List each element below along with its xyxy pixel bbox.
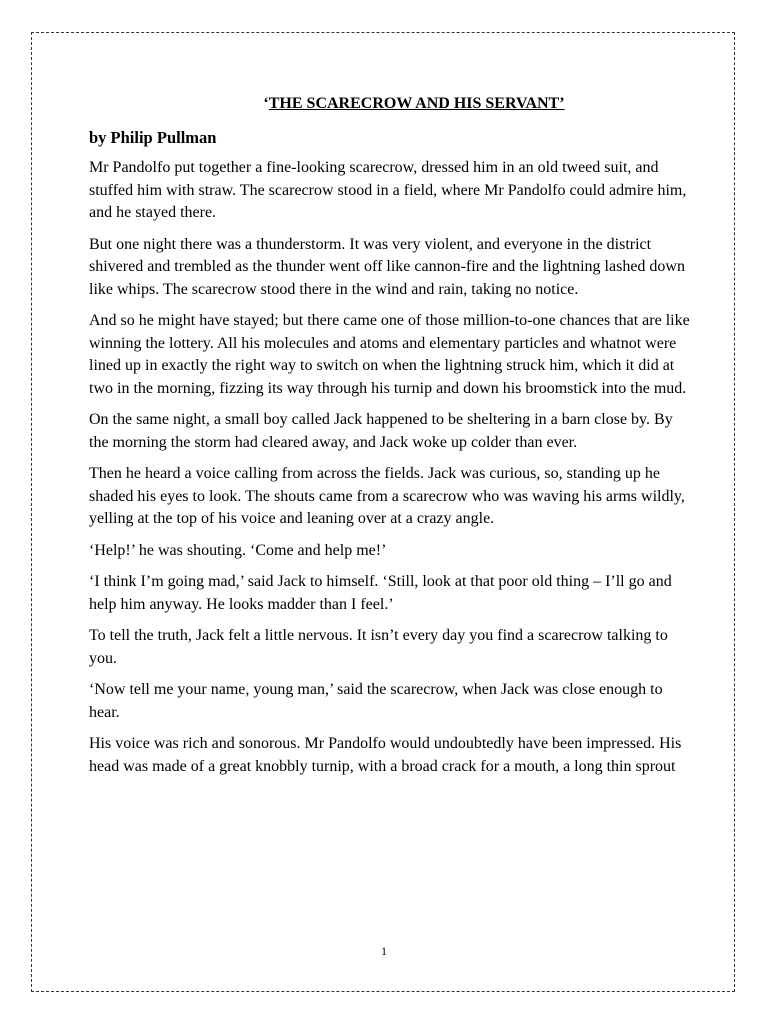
page-number: 1 (381, 944, 387, 958)
paragraph: To tell the truth, Jack felt a little nervous. It isn’t every day you find a scarecrow talking to you. (89, 627, 668, 667)
paragraph: ‘Help!’ he was shouting. ‘Come and help me!’ (89, 541, 387, 559)
paragraph: Then he heard a voice calling from across the fields. Jack was curious, so, standing up he shaded his eyes to look. The shouts came from a scarecrow who was waving his arms wildly, yelling at the top of his voice and leaning over at a crazy angle. (89, 465, 685, 527)
title-open-quote: ‘ (263, 95, 269, 112)
document-title (89, 93, 693, 115)
paragraph: ‘Now tell me your name, young man,’ said the scarecrow, when Jack was close enough to hear. (89, 681, 663, 721)
paragraph: His voice was rich and sonorous. Mr Pandolfo would undoubtedly have been impressed. His head was made of a great knobbly turnip, with a broad crack for a mouth, a long thin sprout (89, 735, 682, 775)
paragraph: And so he might have stayed; but there came one of those million-to-one chances that are like winning the lottery. All his molecules and atoms and elementary particles and whatnot were lined up in exactly the right way to switch on when the lightning struck him, which it did at two in the morning, fizzing its way through his turnip and down his broomstick into the mud. (89, 312, 690, 397)
paragraph: ‘I think I’m going mad,’ said Jack to himself. ‘Still, look at that poor old thing – I’ll go and help him anyway. He looks madder than I feel.’ (89, 573, 672, 613)
paragraph: But one night there was a thunderstorm. It was very violent, and everyone in the district shivered and trembled as the thunder went off like cannon-fire and the lightning lashed down like whips. The scarecrow stood there in the wind and rain, taking no notice. (89, 235, 685, 298)
author-line: by Philip Pullman (89, 128, 217, 147)
document-body (89, 93, 693, 787)
paragraph: On the same night, a small boy called Jack happened to be sheltering in a barn close by. By the morning the storm had cleared away, and Jack woke up colder than ever. (89, 411, 673, 451)
title-text: THE SCARECROW AND HIS SERVANT’ (268, 95, 565, 112)
paragraph: Mr Pandolfo put together a fine-looking scarecrow, dressed him in an old tweed suit, and stuffed him with straw. The scarecrow stood in a field, where Mr Pandolfo could admire him, and he stayed there. (89, 159, 687, 221)
